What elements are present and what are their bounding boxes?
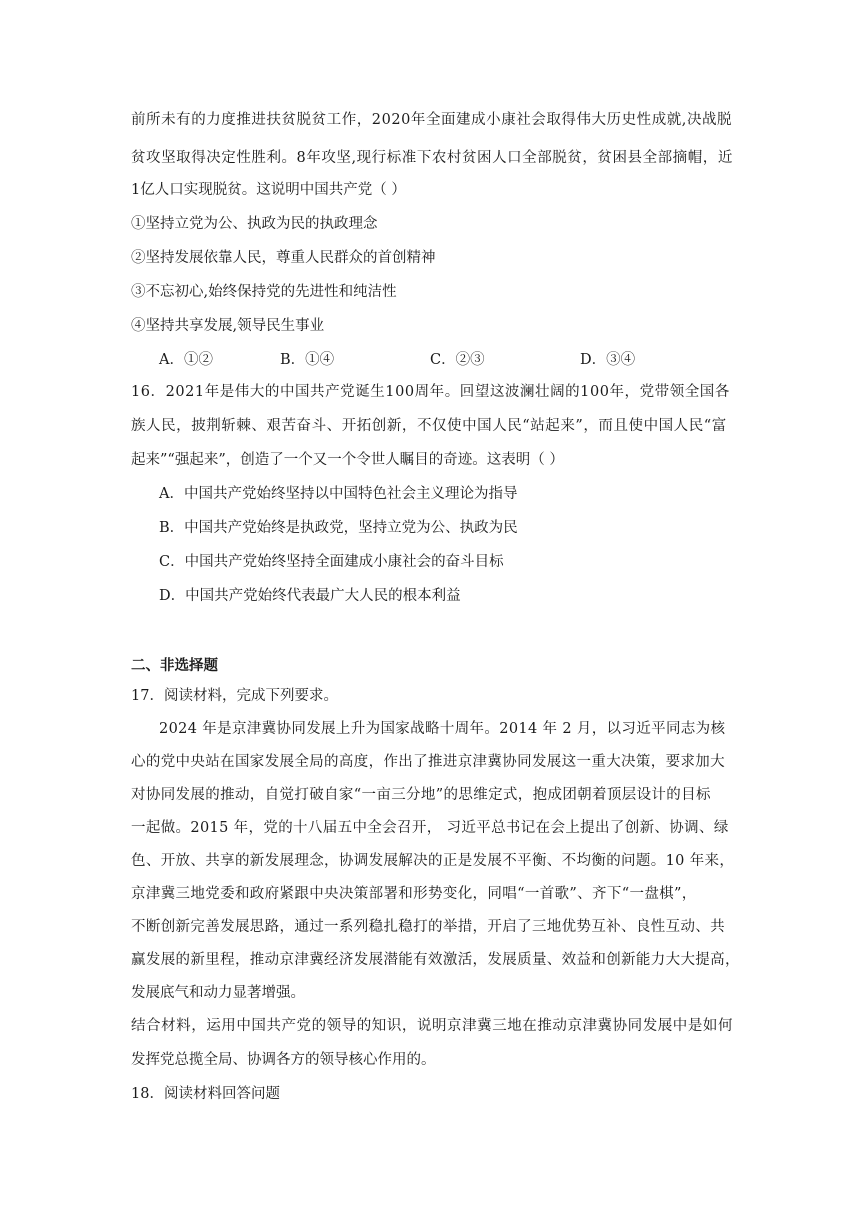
- q16-line-1: 16．2021年是伟大的中国共产党诞生100周年。回望这波澜壮阔的100年，党带领全国各: [131, 384, 730, 400]
- q15-line-1: 前所未有的力度推进扶贫脱贫工作，2020年全面建成小康社会取得伟大历史性成就,决战脱: [131, 112, 733, 128]
- section-title: 二、非选择题: [131, 658, 218, 674]
- q17-material-line-7: 不断创新完善发展思路，通过一系列稳扎稳打的举措，开启了三地优势互补、良性互动、共: [131, 919, 725, 935]
- q17-question-line-2: 发挥党总揽全局、协调各方的领导核心作用的。: [131, 1052, 436, 1068]
- q16-option-d: D．中国共产党始终代表最广大人民的根本利益: [159, 588, 461, 604]
- q15-statement-4: ④坚持共享发展,领导民生事业: [131, 318, 325, 334]
- q16-line-2: 族人民，披荆斩棘、艰苦奋斗、开拓创新，不仅使中国人民“站起来”，而且使中国人民“富: [131, 418, 727, 434]
- q17-material-line-2: 心的党中央站在国家发展全局的高度，作出了推进京津冀协同发展这一重大决策，要求加大: [131, 754, 725, 770]
- q15-line-2: 贫攻坚取得决定性胜利。8年攻坚,现行标准下农村贫困人口全部脱贫，贫困县全部摘帽，近: [131, 150, 733, 166]
- q17-material-line-3: 对协同发展的推动，自觉打破自家“一亩三分地”的思维定式，抱成团朝着顶层设计的目标: [131, 787, 711, 803]
- q15-option-d: D．③④: [580, 352, 636, 368]
- q15-option-a: A．①②: [159, 352, 213, 368]
- q18-prompt: 18．阅读材料回答问题: [131, 1086, 280, 1102]
- q17-material-line-5: 色、开放、共享的新发展理念，协调发展解决的正是发展不平衡、不均衡的问题。10 年来，: [131, 853, 735, 869]
- q15-option-b: B．①④: [280, 352, 335, 368]
- q16-option-b: B．中国共产党始终是执政党，坚持立党为公、执政为民: [159, 520, 518, 536]
- q17-material-line-1: 2024 年是京津冀协同发展上升为国家战略十周年。2014 年 2 月，以习近平同志为核: [159, 721, 726, 737]
- q17-question-line-1: 结合材料，运用中国共产党的领导的知识，说明京津冀三地在推动京津冀协同发展中是如何: [131, 1018, 733, 1034]
- q17-material-line-4: 一起做。2015 年，党的十八届五中全会召开， 习近平总书记在会上提出了创新、协调、绿: [131, 820, 729, 836]
- q16-option-a: A．中国共产党始终坚持以中国特色社会主义理论为指导: [159, 486, 518, 502]
- q15-option-c: C．②③: [430, 352, 485, 368]
- q17-material-line-8: 赢发展的新里程，推动京津冀经济发展潜能有效激活，发展质量、效益和创新能力大大提高，: [131, 952, 740, 968]
- q17-prompt: 17．阅读材料，完成下列要求。: [131, 688, 338, 704]
- q16-line-3: 起来”“强起来”，创造了一个又一个令世人瞩目的奇迹。这表明（ ）: [131, 452, 564, 468]
- q15-statement-3: ③不忘初心,始终保持党的先进性和纯洁性: [131, 284, 397, 300]
- q17-material-line-6: 京津冀三地党委和政府紧跟中央决策部署和形势变化，同唱“一首歌”、齐下“一盘棋”，: [131, 886, 697, 902]
- q16-option-c: C．中国共产党始终坚持全面建成小康社会的奋斗目标: [159, 554, 504, 570]
- q15-statement-1: ①坚持立党为公、执政为民的执政理念: [131, 216, 378, 232]
- q17-material-line-9: 发展底气和动力显著增强。: [131, 985, 305, 1001]
- q15-statement-2: ②坚持发展依靠人民，尊重人民群众的首创精神: [131, 250, 436, 266]
- q15-line-3: 1亿人口实现脱贫。这说明中国共产党（ ）: [131, 182, 406, 198]
